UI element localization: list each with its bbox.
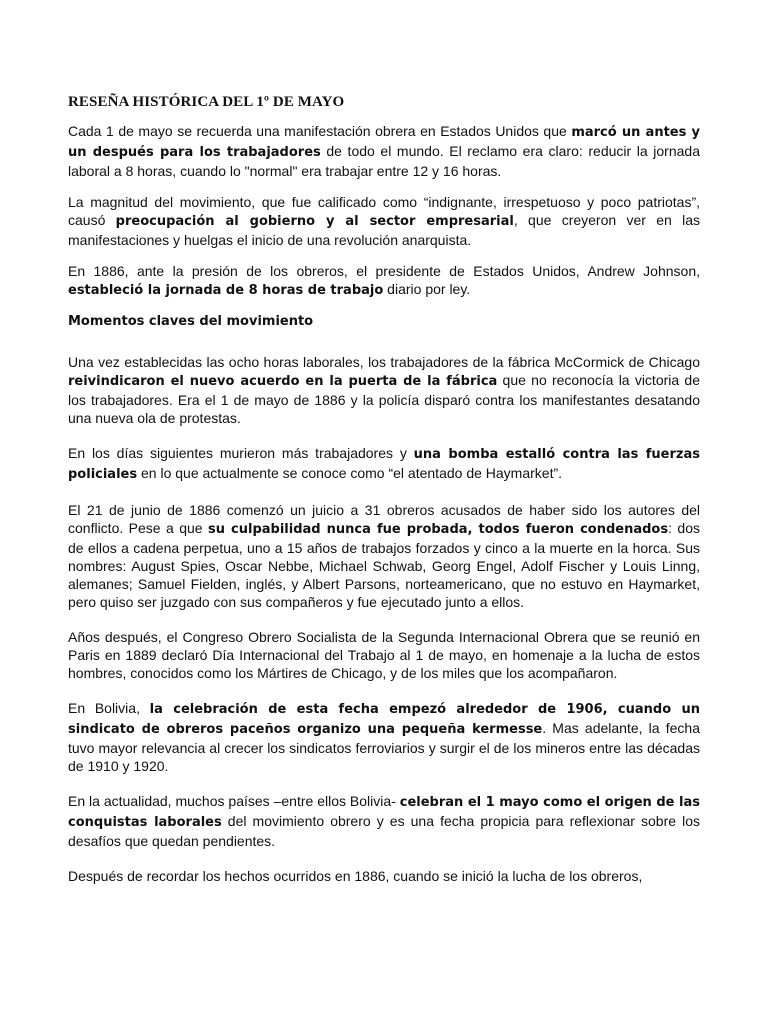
text-run: El 21 de junio de 1886 comenzó un juicio a 31 obreros acusados de haber sido los autores del conflicto. Pese a que: [68, 502, 700, 536]
text-run: diario por ley.: [383, 281, 471, 297]
text-run: Años después, el Congreso Obrero Socialista de la Segunda Internacional Obrera que se reunió en Paris en 1889 declaró Día Internacional del Trabajo al 1 de mayo, en homenaje a la lucha de estos hombres, conocidos como los Mártires de Chicago, y de los miles que los acompañaron.: [68, 629, 700, 681]
text-run: : dos de ellos a cadena perpetua, uno a 15 años de trabajos forzados y cinco a la muerte en la horca. Sus nombres: August Spies, Oscar Nebbe, Michael Schwab, Georg Engel, Adolf Fischer y Louis Linng, alemanes; Samuel Fielden, inglés, y Albert Parsons, norteamericano, que no estuvo en Haymarket, pero quiso ser juzgado con sus compañeros y fue ejecutado junto a ellos.: [68, 520, 700, 610]
paragraph: [68, 699, 700, 775]
bold-run: la celebración de esta fecha empezó alrededor de 1906, cuando un sindicato de obreros paceños organizo una pequeña kermesse: [68, 702, 700, 737]
text-run: Una vez establecidas las ocho horas laborales, los trabajadores de la fábrica McCormick de Chicago: [68, 354, 700, 370]
text-run: En 1886, ante la presión de los obreros, el presidente de Estados Unidos, Andrew Johnson,: [68, 263, 700, 279]
text-run: En la actualidad, muchos países –entre ellos Bolivia-: [68, 793, 400, 809]
document-body: [68, 94, 700, 902]
section-subheading: Momentos claves del movimiento: [68, 314, 314, 329]
text-run: en lo que actualmente se conoce como “el atentado de Haymarket”.: [137, 465, 563, 481]
text-run: , que creyeron ver en las manifestaciones y huelgas el inicio de una revolución anarquista.: [68, 212, 701, 248]
text-run: de todo el mundo. El reclamo era claro: reducir la jornada laboral a 8 horas, cuando lo "normal" era trabajar entre 12 y 16 horas.: [68, 143, 700, 179]
paragraph: [68, 193, 700, 249]
text-run: La magnitud del movimiento, que fue calificado como “indignante, irrespetuoso y poco patriotas”, causó: [68, 194, 700, 228]
paragraph: [68, 867, 700, 885]
text-run: Cada 1 de mayo se recuerda una manifestación obrera en Estados Unidos que: [68, 123, 572, 139]
bold-run: su culpabilidad nunca fue probada, todos fueron condenados: [207, 522, 669, 537]
paragraph: [68, 353, 700, 427]
text-run: del movimiento obrero y es una fecha propicia para reflexionar sobre los desafíos que quedan pendientes.: [68, 813, 700, 849]
bold-run: estableció la jornada de 8 horas de trabajo: [68, 283, 384, 298]
text-run: En Bolivia,: [68, 700, 150, 716]
paragraph: [68, 792, 700, 850]
paragraph: [68, 444, 700, 484]
text-run: En los días siguientes murieron más trabajadores y: [68, 445, 414, 461]
paragraph: [68, 501, 700, 611]
text-run: Después de recordar los hechos ocurridos en 1886, cuando se inició la lucha de los obreros,: [68, 868, 643, 884]
document-title: RESEÑA HISTÓRICA DEL 1º DE MAYO: [68, 94, 345, 110]
paragraph: [68, 628, 700, 682]
paragraph: [68, 262, 700, 300]
text-run: que no reconocía la victoria de los trabajadores. Era el 1 de mayo de 1886 y la policía disparó contra los manifestantes desatando una nueva ola de protestas.: [68, 372, 700, 426]
bold-run: una bomba estalló contra las fuerzas policiales: [68, 447, 700, 482]
bold-run: reivindicaron el nuevo acuerdo en la puerta de la fábrica: [68, 374, 498, 389]
bold-run: celebran el 1 mayo como el origen de las conquistas laborales: [68, 795, 700, 830]
bold-run: preocupación al gobierno y al sector empresarial: [115, 214, 514, 229]
paragraph: [68, 122, 700, 180]
bold-run: marcó un antes y un después para los trabajadores: [68, 125, 700, 160]
text-run: . Mas adelante, la fecha tuvo mayor relevancia al crecer los sindicatos ferroviarios y surgir el de los mineros entre las décadas de 1910 y 1920.: [68, 720, 700, 774]
